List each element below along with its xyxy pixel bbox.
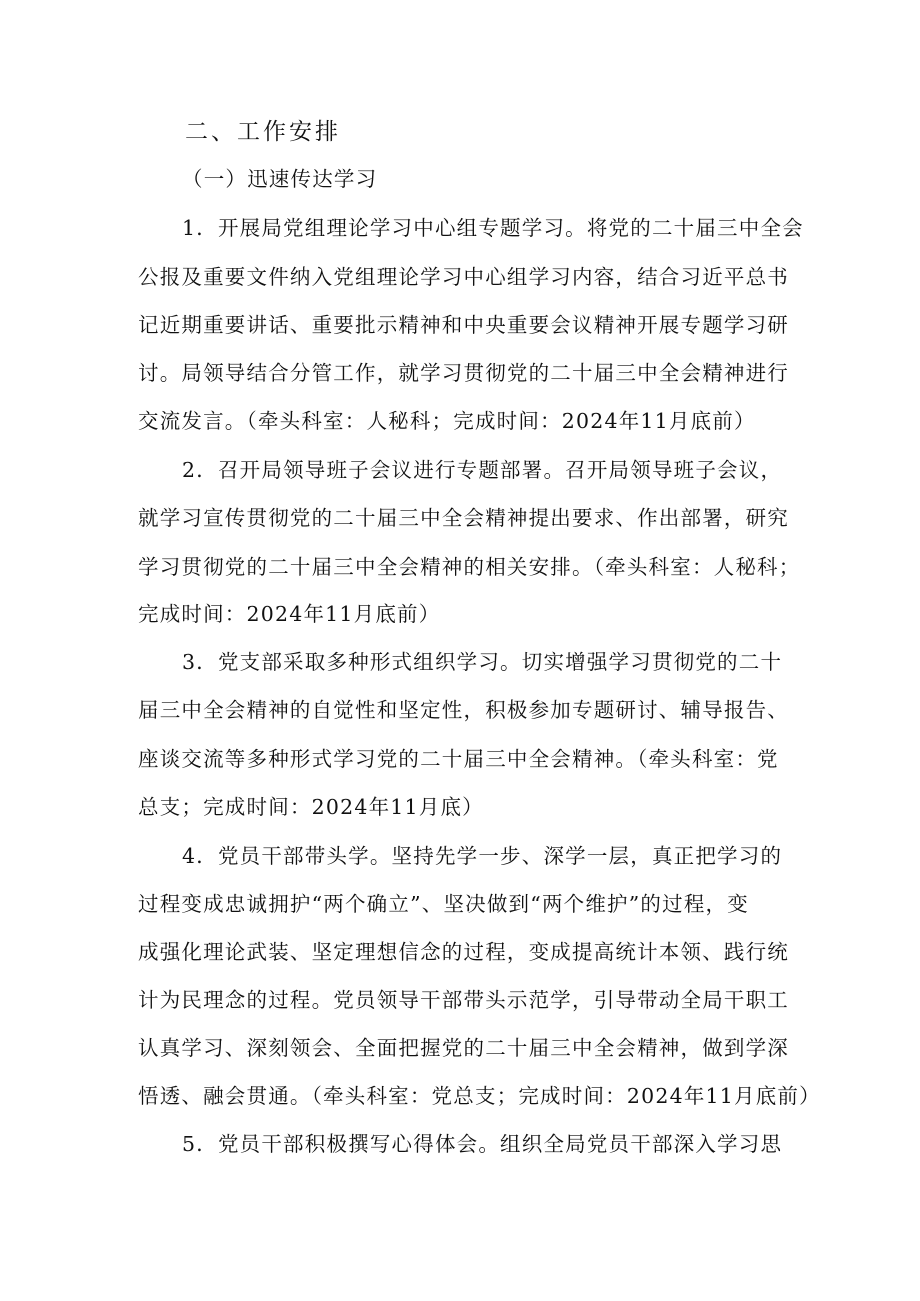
text-line: 5．党员干部积极撰写心得体会。组织全局党员干部深入学习思 <box>182 1132 783 1156</box>
text-line: 届三中全会精神的自觉性和坚定性，积极参加专题研讨、辅导报告、 <box>138 698 789 722</box>
subsection-title: （一）迅速传达学习 <box>182 167 378 191</box>
text-line: 2．召开局领导班子会议进行专题部署。召开局领导班子会议， <box>182 458 783 482</box>
section-title: 二、工作安排 <box>185 119 341 145</box>
text-line: 4．党员干部带头学。坚持先学一步、深学一层，真正把学习的 <box>182 844 783 868</box>
text-line: 完成时间：2024年11月底前） <box>138 602 441 626</box>
text-line: 计为民理念的过程。党员领导干部带头示范学，引导带动全局干职工 <box>138 988 789 1012</box>
text-line: 学习贯彻党的二十届三中全会精神的相关安排。（牵头科室：人秘科； <box>138 555 801 579</box>
text-line: 记近期重要讲话、重要批示精神和中央重要会议精神开展专题学习研 <box>138 313 789 337</box>
text-line: 过程变成忠诚拥护“两个确立”、坚决做到“两个维护”的过程，变 <box>138 892 749 916</box>
text-line: 交流发言。（牵头科室：人秘科；完成时间：2024年11月底前） <box>138 409 756 433</box>
text-line: 就学习宣传贯彻党的二十届三中全会精神提出要求、作出部署，研究 <box>138 506 789 530</box>
text-line: 总支；完成时间：2024年11月底） <box>138 795 484 819</box>
text-line: 认真学习、深刻领会、全面把握党的二十届三中全会精神，做到学深 <box>138 1036 789 1060</box>
text-line: 悟透、融会贯通。（牵头科室：党总支；完成时间：2024年11月底前） <box>138 1084 821 1108</box>
text-line: 3．党支部采取多种形式组织学习。切实增强学习贯彻党的二十 <box>182 650 783 674</box>
text-line: 1．开展局党组理论学习中心组专题学习。将党的二十届三中全会 <box>182 216 804 240</box>
text-line: 成强化理论武装、坚定理想信念的过程，变成提高统计本领、践行统 <box>138 940 789 964</box>
text-line: 公报及重要文件纳入党组理论学习中心组学习内容，结合习近平总书 <box>138 265 789 289</box>
text-line: 座谈交流等多种形式学习党的二十届三中全会精神。（牵头科室：党 <box>138 747 779 771</box>
text-line: 讨。局领导结合分管工作，就学习贯彻党的二十届三中全会精神进行 <box>138 361 789 385</box>
